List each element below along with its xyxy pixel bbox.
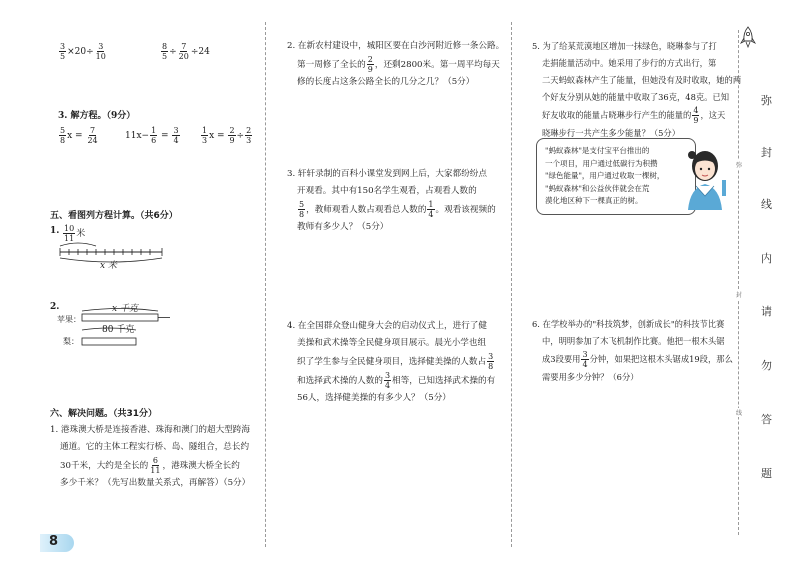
diagram-2-top-label: x 千克 — [112, 304, 138, 314]
section-6-title: 六、解决问题。（共31分） — [50, 409, 158, 419]
problem-4: 4. 在全国群众登山健身大会的启动仪式上，进行了健 美操和武术操等全民健身项目展示。晨光小学也组 织了学生参与全民健身项目，选择健美操的人数占 $\frac{3}{8}$ 和选择武术操的人数的 $\frac{3}{4}$ 相等，已知选择武术操的有 56人，选择健美操的有多少人？（5分） — [287, 321, 496, 403]
section-5-title: 五、看图列方程计算。（共6分） — [50, 211, 178, 221]
diagram-1-number: 1. — [50, 226, 60, 236]
info-bubble: "蚂蚁森林"是支付宝平台推出的 一个项目，用户通过低碳行为积攒 "绿色能量"，用户通过收取一棵树， "蚂蚁森林"和公益伙伴就会在荒 漠化地区种下一棵真正的树。 — [536, 138, 696, 215]
problem-3: 3. 轩轩录制的百科小课堂发到网上后，大家都纷纷点 开观看。其中有150名学生观看，占观看人数的 $\frac{5}{8}$ ，教师观看人数占观看总人数的 $\frac{1}{4}$ 。观看该视频的 教师有多少人？（5分） — [287, 169, 496, 232]
diagram-2-number: 2. — [50, 302, 60, 312]
seal-small-1: 弥 — [736, 162, 743, 169]
equation-3: $\frac{1}{3}$ x = $\frac{2}{9}$ ÷ $\frac{2}{3}$ — [202, 126, 252, 145]
diagram-2-bars — [78, 306, 178, 348]
seal-small-2: 封 — [736, 292, 743, 299]
q3-title: 3. 解方程。（9分） — [58, 111, 136, 121]
seal-small-3: 线 — [736, 410, 743, 417]
calc-top-a: $\frac{3}{5}$ ×20÷ $\frac{3}{10}$ — [60, 42, 106, 61]
equation-1: $\frac{5}{8}$ x = $\frac{7}{24}$ — [60, 126, 98, 145]
seal-char-2: 封 — [761, 146, 772, 159]
seal-char-8: 题 — [761, 467, 772, 480]
problem-2: 2. 在新农村建设中，城阳区要在白沙河附近修一条公路。 第一周修了全长的 $\frac{2}{9}$ ，还剩2800米。第一周平均每天 修的长度占这条公路全长的几分之几？（5分） — [287, 41, 505, 87]
seal-char-3: 线 — [761, 198, 772, 211]
seal-char-6: 勿 — [761, 359, 772, 372]
problem-6: 6. 在学校举办的"科技筑梦，创新成长"的科技节比赛 中，明明参加了木飞机制作比赛。他把一根木头锯 成3段要用 $\frac{3}{4}$ 分钟，如果把这根木头锯成19段，那么 需要用多少分钟？（6分） — [532, 319, 733, 382]
seal-char-5: 请 — [761, 305, 772, 318]
problem-5: 5. 为了给某荒漠地区增加一抹绿色，晓琳参与了打 走捐能量活动中。她采用了步行的方式出行，第 二天蚂蚁森林产生了能量，但她没有及时收取，她的两 个好友分别从她的能量中收取了36克，48克。已知 好友收取的能量占晓琳步行产生的能量的 $\frac{4}{9}$ ，这天 晓琳步行一共产生多少能量？（5分） — [532, 41, 742, 138]
diagram-1-bottom-label: x 米 — [100, 261, 117, 271]
diagram-2-mid-label: 80 千克 — [102, 325, 135, 335]
column-divider-left — [265, 22, 266, 547]
rocket-icon — [739, 26, 757, 48]
seal-char-1: 弥 — [761, 94, 772, 107]
diagram-2-pear-label: 梨： — [63, 337, 79, 346]
diagram-2-apple-label: 苹果： — [57, 315, 81, 324]
page-number: 8 — [49, 534, 59, 549]
column-divider-right — [511, 22, 512, 547]
diagram-1-top-label: $\frac{10}{11}$ 米 — [64, 224, 86, 243]
equation-2: 11x− $\frac{1}{6}$ = $\frac{3}{4}$ — [125, 126, 179, 145]
seal-char-7: 答 — [761, 413, 772, 426]
girl-illustration — [682, 140, 728, 212]
problem-1: 1. 港珠澳大桥是连接香港、珠海和澳门的超大型跨海 通道。它的主体工程实行桥、岛、隧组合，总长约 30千米，大约是全长的 $\frac{6}{11}$ ，港珠澳大桥全长约 多少千米？（先写出数量关系式，再解答）（5分） — [50, 425, 251, 488]
calc-top-b: $\frac{8}{5}$ ÷ $\frac{7}{20}$ ÷24 — [162, 42, 210, 61]
seal-char-4: 内 — [761, 252, 772, 265]
